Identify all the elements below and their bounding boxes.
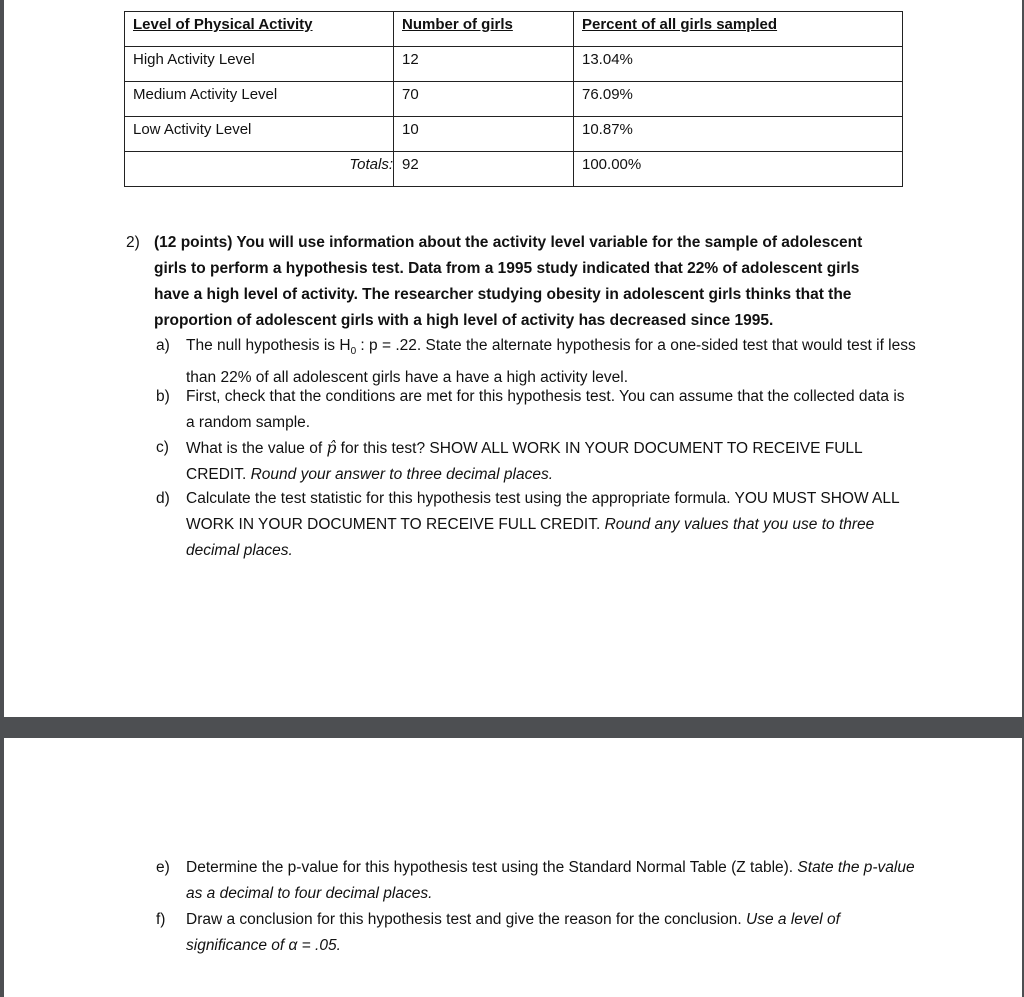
- totals-count: 92: [394, 152, 574, 187]
- part-label: c): [156, 439, 169, 456]
- table-cell: Medium Activity Level: [125, 82, 394, 117]
- part-label: d): [156, 490, 170, 507]
- totals-label: Totals:: [125, 152, 394, 187]
- part-text: The null hypothesis is $H_0$ : p = .22. State the alternate hypothesis for a one-sided test that would test if less than 22% of all adolescent girls have a have a high activity level.: [186, 337, 916, 387]
- table-cell: 10: [394, 117, 574, 152]
- column-header: Percent of all girls sampled: [574, 12, 903, 47]
- question-number: 2): [126, 234, 140, 251]
- document-page-2: [4, 738, 1022, 997]
- part-label: f): [156, 911, 166, 928]
- activity-table: [124, 11, 903, 187]
- table-cell: 12: [394, 47, 574, 82]
- table-totals-row: [125, 152, 903, 187]
- table-row: [125, 117, 903, 152]
- table-cell: 13.04%: [574, 47, 903, 82]
- part-text: Draw a conclusion for this hypothesis test and give the reason for the conclusion. Use a level of significance of α = .05.: [186, 911, 840, 954]
- table-cell: 76.09%: [574, 82, 903, 117]
- column-header: Number of girls: [394, 12, 574, 47]
- table-cell: 10.87%: [574, 117, 903, 152]
- table-row: [125, 82, 903, 117]
- p-hat-symbol: p̂: [326, 439, 337, 457]
- document-page-1: [4, 0, 1022, 717]
- part-label: b): [156, 388, 170, 405]
- part-text: Calculate the test statistic for this hypothesis test using the appropriate formula. YOU MUST SHOW ALL WORK IN YOUR DOCUMENT TO RECEIVE FULL CREDIT. Round any values that you use to three decimal places.: [186, 490, 900, 559]
- column-header: Level of Physical Activity: [125, 12, 394, 47]
- part-text: Determine the p-value for this hypothesis test using the Standard Normal Table (Z table). State the p-value as a decimal to four decimal places.: [186, 859, 915, 902]
- part-text: First, check that the conditions are met for this hypothesis test. You can assume that the collected data is a random sample.: [186, 388, 905, 431]
- part-text: What is the value of p̂ for this test? SHOW ALL WORK IN YOUR DOCUMENT TO RECEIVE FULL CREDIT. Round your answer to three decimal places.: [186, 439, 863, 483]
- table-cell: 70: [394, 82, 574, 117]
- table-header-row: [125, 12, 903, 47]
- question-text: (12 points) You will use information about the activity level variable for the sample of adolescent girls to perform a hypothesis test. Data from a 1995 study indicated that 22% of adolescent girls have a high level of activity. The researcher studying obesity in adolescent girls thinks that the proportion of adolescent girls with a high level of activity has decreased since 1995.: [154, 234, 863, 329]
- totals-percent: 100.00%: [574, 152, 903, 187]
- part-label: e): [156, 859, 170, 876]
- table-cell: High Activity Level: [125, 47, 394, 82]
- table-row: [125, 47, 903, 82]
- table-cell: Low Activity Level: [125, 117, 394, 152]
- part-label: a): [156, 337, 170, 354]
